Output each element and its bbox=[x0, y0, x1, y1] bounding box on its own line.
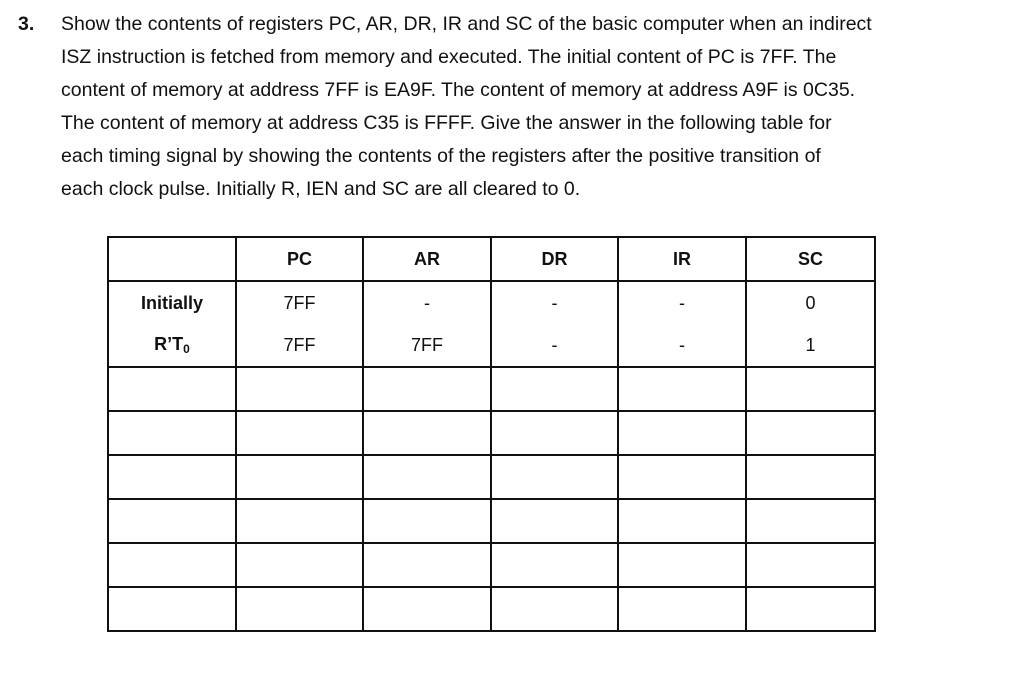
table-cell-empty[interactable] bbox=[236, 587, 363, 631]
table-cell: 7FF bbox=[236, 324, 363, 367]
table-cell-empty[interactable] bbox=[618, 455, 746, 499]
header-cell-dr: DR bbox=[491, 237, 618, 281]
header-cell-ir: IR bbox=[618, 237, 746, 281]
table-row-empty bbox=[108, 411, 875, 455]
table-cell-empty[interactable] bbox=[363, 411, 491, 455]
question-line: ISZ instruction is fetched from memory and executed. The initial content of PC is 7FF. The bbox=[61, 46, 837, 68]
question-number: 3. bbox=[18, 13, 35, 35]
table-header-row bbox=[108, 237, 875, 281]
question-line: content of memory at address 7FF is EA9F. The content of memory at address A9F is 0C35. bbox=[61, 79, 856, 101]
table-cell: - bbox=[491, 324, 618, 367]
table-cell-empty[interactable] bbox=[108, 367, 236, 411]
table-cell-empty[interactable] bbox=[108, 543, 236, 587]
table-cell-empty[interactable] bbox=[491, 367, 618, 411]
table-cell-empty[interactable] bbox=[746, 367, 875, 411]
table-cell: - bbox=[491, 281, 618, 324]
header-cell-ar: AR bbox=[363, 237, 491, 281]
table-cell-empty[interactable] bbox=[108, 455, 236, 499]
table-cell-empty[interactable] bbox=[236, 543, 363, 587]
table-cell-empty[interactable] bbox=[618, 367, 746, 411]
table-cell-empty[interactable] bbox=[236, 367, 363, 411]
row-label bbox=[108, 324, 236, 367]
table-cell-empty[interactable] bbox=[746, 455, 875, 499]
table-cell-empty[interactable] bbox=[363, 587, 491, 631]
table-cell-empty[interactable] bbox=[236, 455, 363, 499]
row-label-main: R’T bbox=[154, 334, 184, 354]
table-cell-empty[interactable] bbox=[491, 455, 618, 499]
table-row-empty bbox=[108, 587, 875, 631]
header-cell-pc: PC bbox=[236, 237, 363, 281]
table-cell-empty[interactable] bbox=[108, 499, 236, 543]
header-cell-sc: SC bbox=[746, 237, 875, 281]
table-cell-empty[interactable] bbox=[108, 587, 236, 631]
row-label: Initially bbox=[108, 281, 236, 324]
question-line: The content of memory at address C35 is FFFF. Give the answer in the following table for bbox=[61, 112, 832, 134]
table-cell-empty[interactable] bbox=[618, 411, 746, 455]
table-cell-empty[interactable] bbox=[746, 587, 875, 631]
question-text bbox=[61, 8, 872, 206]
table-cell: - bbox=[618, 281, 746, 324]
table-cell-empty[interactable] bbox=[491, 499, 618, 543]
table-cell: - bbox=[618, 324, 746, 367]
table-row-empty bbox=[108, 543, 875, 587]
table-cell-empty[interactable] bbox=[363, 543, 491, 587]
table-cell-empty[interactable] bbox=[491, 587, 618, 631]
table-row-rt0 bbox=[108, 324, 875, 367]
table-cell-empty[interactable] bbox=[746, 499, 875, 543]
header-cell-blank bbox=[108, 237, 236, 281]
table-cell-empty[interactable] bbox=[363, 367, 491, 411]
table-cell-empty[interactable] bbox=[108, 411, 236, 455]
table-cell-empty[interactable] bbox=[363, 455, 491, 499]
table-cell: 1 bbox=[746, 324, 875, 367]
question-line: each clock pulse. Initially R, IEN and SC are all cleared to 0. bbox=[61, 178, 581, 200]
table-cell-empty[interactable] bbox=[618, 543, 746, 587]
table-cell: - bbox=[363, 281, 491, 324]
table-cell-empty[interactable] bbox=[363, 499, 491, 543]
table-cell-empty[interactable] bbox=[236, 411, 363, 455]
answer-table bbox=[107, 236, 876, 632]
table-cell-empty[interactable] bbox=[746, 543, 875, 587]
question-line: Show the contents of registers PC, AR, DR, IR and SC of the basic computer when an indirect bbox=[61, 13, 872, 35]
table-row-empty bbox=[108, 499, 875, 543]
table-row-initially bbox=[108, 281, 875, 324]
table-row-empty bbox=[108, 455, 875, 499]
table-row-empty bbox=[108, 367, 875, 411]
table-cell-empty[interactable] bbox=[236, 499, 363, 543]
table-cell-empty[interactable] bbox=[618, 499, 746, 543]
table-cell: 7FF bbox=[363, 324, 491, 367]
table-cell: 0 bbox=[746, 281, 875, 324]
table-cell-empty[interactable] bbox=[491, 411, 618, 455]
question-line: each timing signal by showing the contents of the registers after the positive transition of bbox=[61, 145, 821, 167]
table-cell-empty[interactable] bbox=[618, 587, 746, 631]
row-label-subscript: 0 bbox=[183, 342, 190, 356]
table-cell-empty[interactable] bbox=[491, 543, 618, 587]
table-cell: 7FF bbox=[236, 281, 363, 324]
table-cell-empty[interactable] bbox=[746, 411, 875, 455]
